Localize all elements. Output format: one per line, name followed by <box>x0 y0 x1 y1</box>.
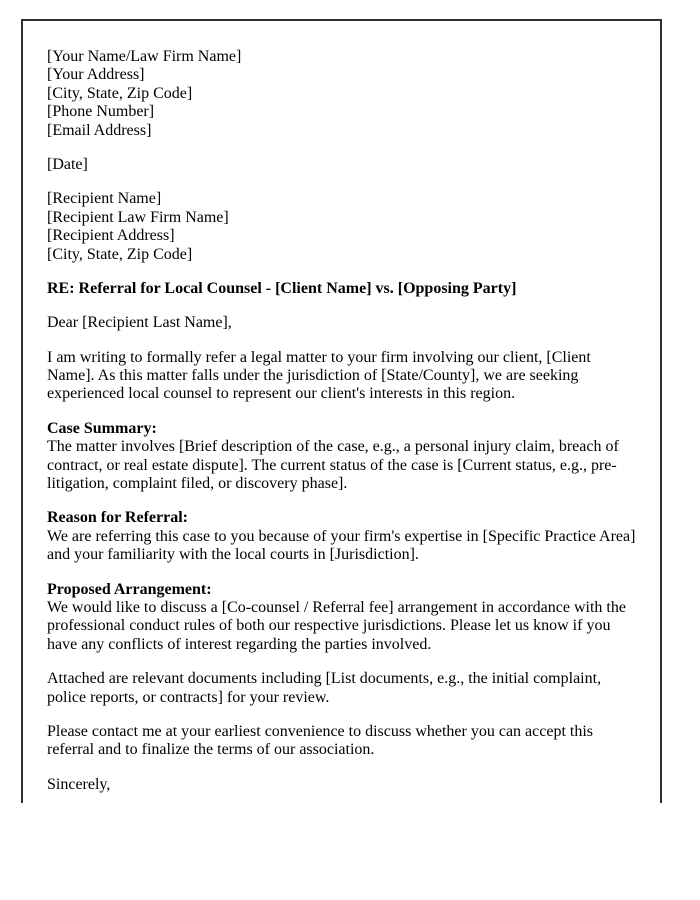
sender-email-line: [Email Address] <box>47 121 152 139</box>
proposed-arrangement-body: We would like to discuss a [Co-counsel / Referral fee] arrangement in accordance with the professional conduct rules of both our respective jurisdictions. Please let us know if you have any conflicts of interest regarding the parties involved. <box>47 598 626 653</box>
section-case-summary <box>47 420 636 494</box>
sender-city-line: [City, State, Zip Code] <box>47 84 193 102</box>
sender-phone-line: [Phone Number] <box>47 103 155 121</box>
section-reason-for-referral <box>47 509 636 564</box>
date-line: [Date] <box>47 155 88 173</box>
sender-address-line: [Your Address] <box>47 66 145 84</box>
recipient-name-line: [Recipient Name] <box>47 190 162 208</box>
reason-for-referral-heading: Reason for Referral: <box>47 509 188 527</box>
letter-document <box>21 19 662 803</box>
reason-for-referral-body: We are referring this case to you because of your firm's expertise in [Specific Practice Area] and your familiarity with the local courts in [Jurisdiction]. <box>47 527 636 564</box>
attachments-paragraph: Attached are relevant documents including [List documents, e.g., the initial complaint, police reports, or contracts] for your review. <box>47 670 602 706</box>
recipient-block <box>47 190 636 264</box>
signoff: Sincerely, <box>47 775 111 793</box>
sender-block <box>47 48 636 140</box>
recipient-city-line: [City, State, Zip Code] <box>47 245 193 263</box>
recipient-firm-line: [Recipient Law Firm Name] <box>47 208 229 226</box>
salutation: Dear [Recipient Last Name], <box>47 314 232 332</box>
closing-paragraph: Please contact me at your earliest convenience to discuss whether you can accept this referral and to finalize the terms of our association. <box>47 722 594 759</box>
case-summary-body: The matter involves [Brief description of the case, e.g., a personal injury claim, breach of contract, or real estate dispute]. The current status of the case is [Current status, e.g., pre-litigation, complaint filed, or discovery phase]. <box>47 438 619 493</box>
section-proposed-arrangement <box>47 581 636 655</box>
proposed-arrangement-heading: Proposed Arrangement: <box>47 580 212 598</box>
recipient-address-line: [Recipient Address] <box>47 227 175 245</box>
case-summary-heading: Case Summary: <box>47 419 157 437</box>
sender-name-line: [Your Name/Law Firm Name] <box>47 48 242 65</box>
intro-paragraph: I am writing to formally refer a legal matter to your firm involving our client, [Client Name]. As this matter falls under the jurisdiction of [State/County], we are seeking experienced local counsel to represent our client's interests in this region. <box>47 348 591 403</box>
subject-line: RE: Referral for Local Counsel - [Client Name] vs. [Opposing Party] <box>47 279 517 297</box>
